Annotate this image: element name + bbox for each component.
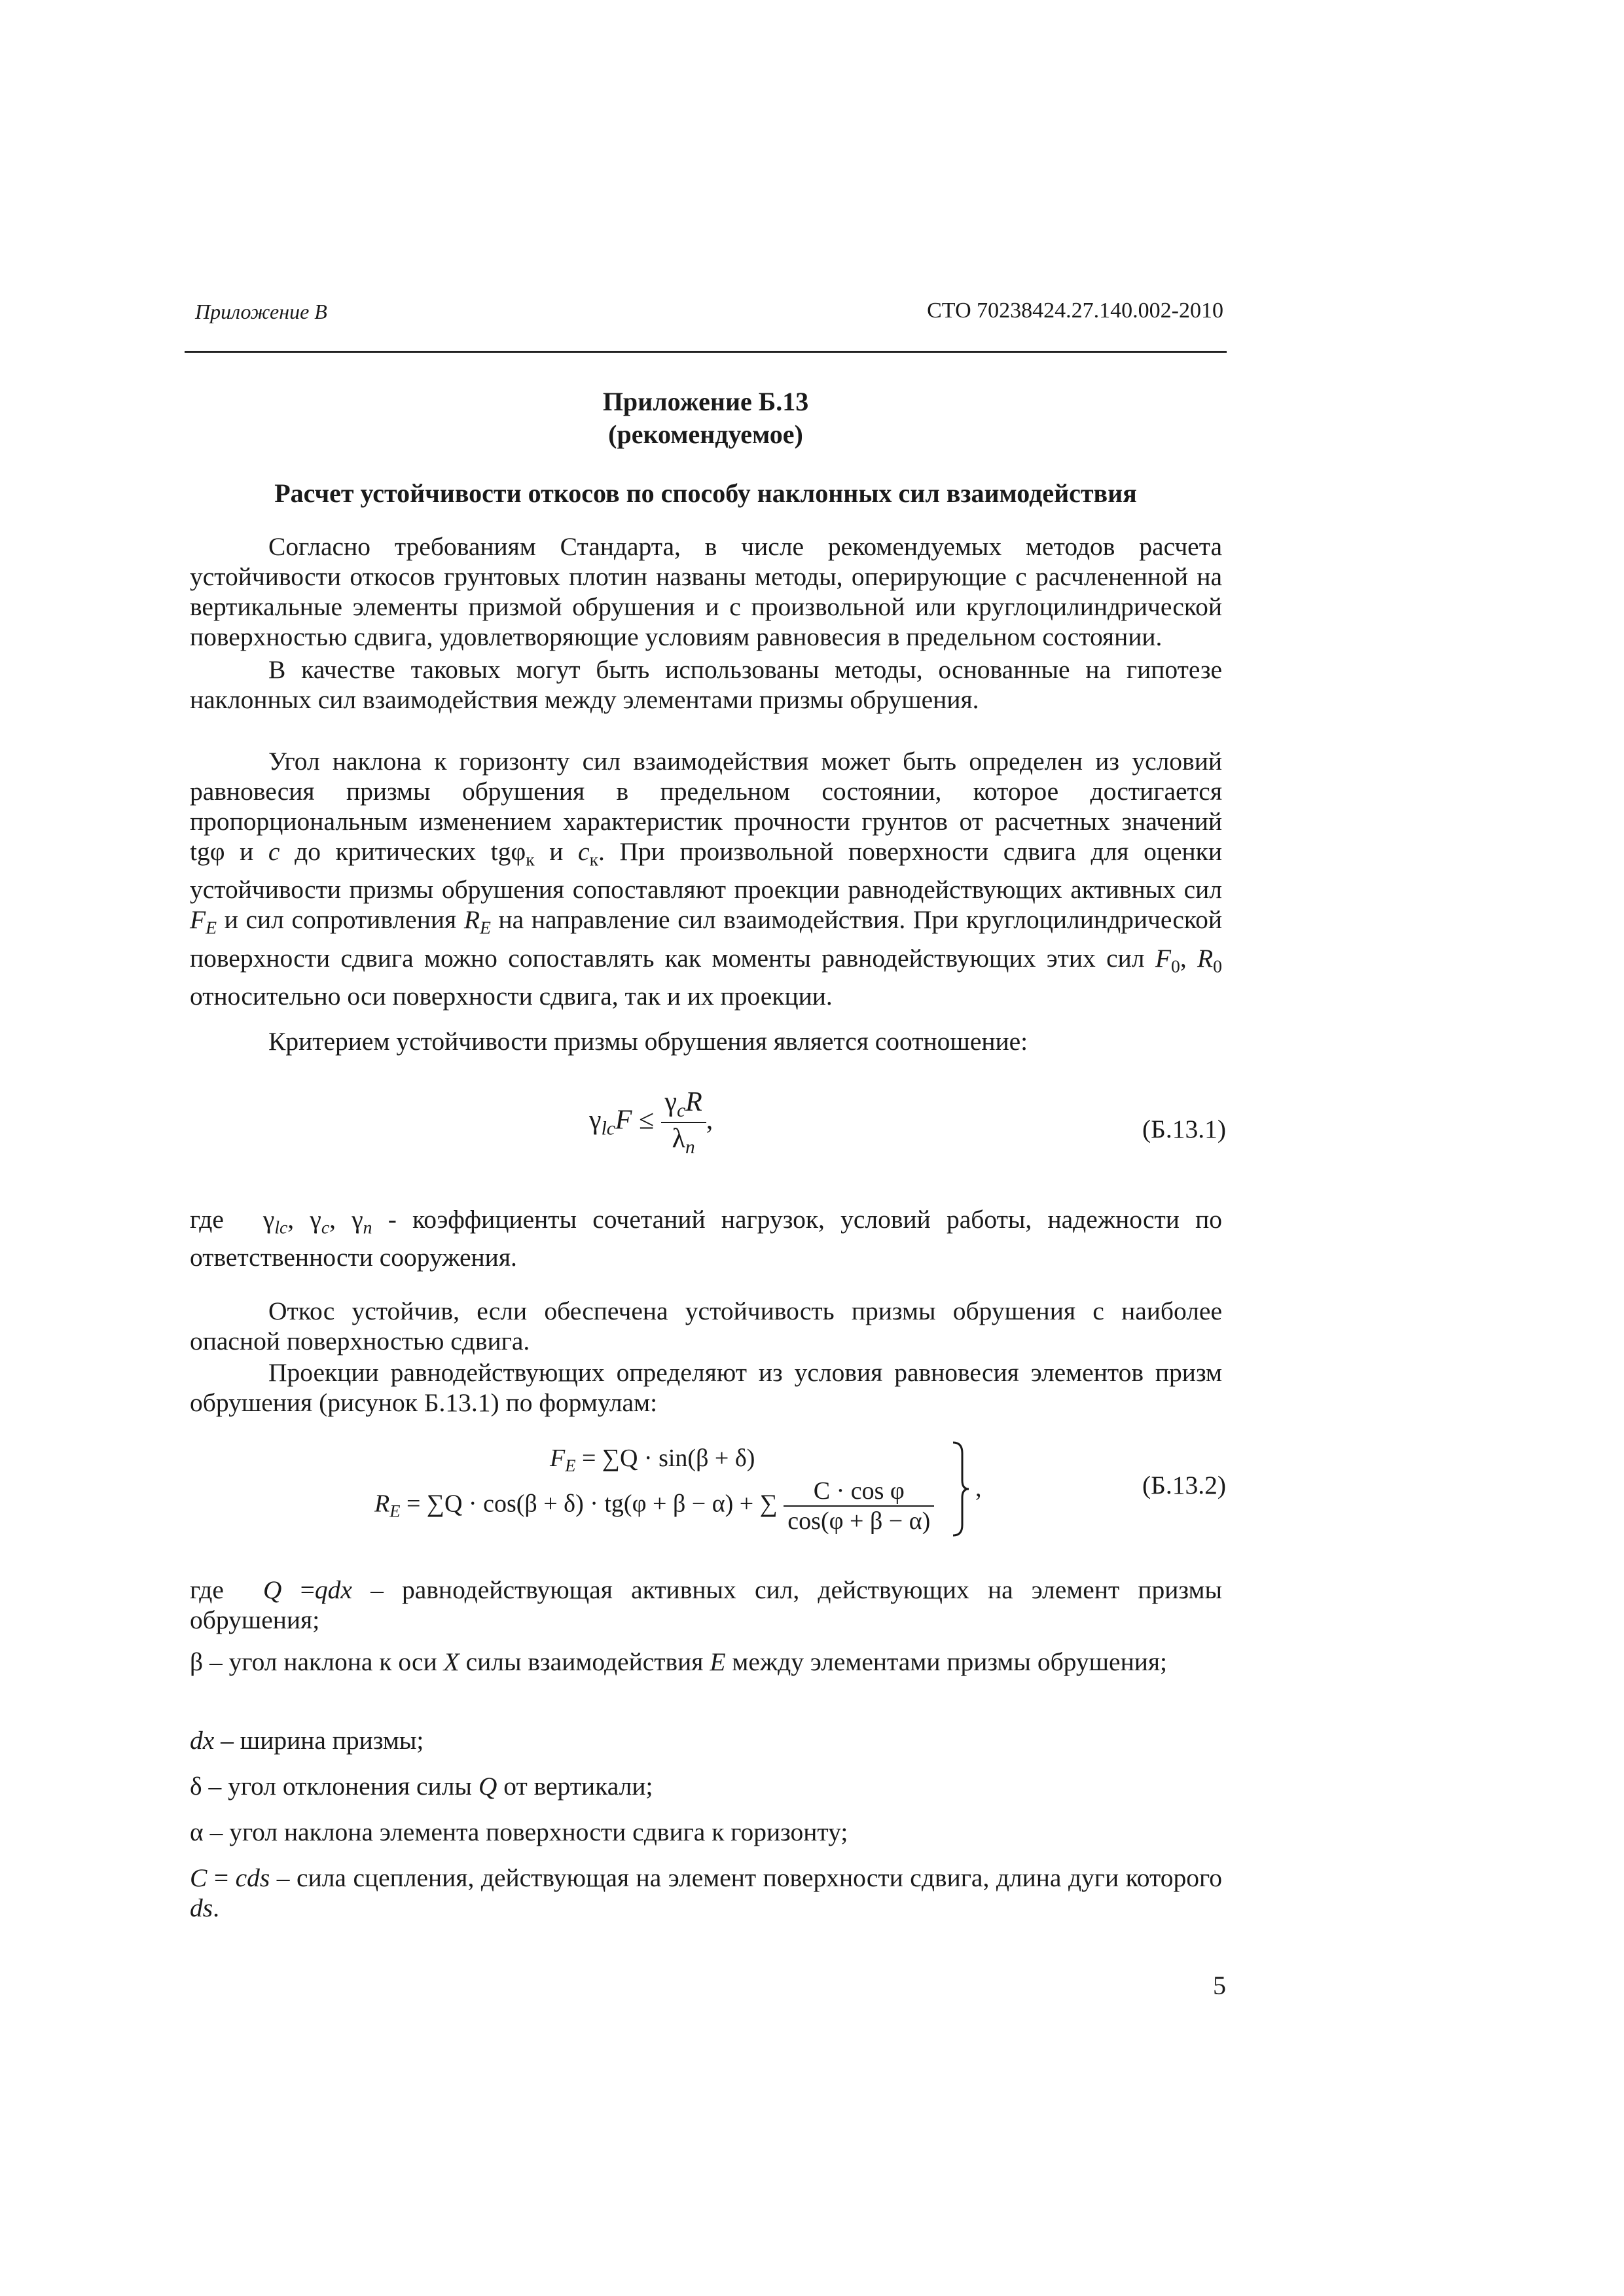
- header-standard-number: СТО 70238424.27.140.002-2010: [927, 298, 1223, 323]
- equation-tail: ,: [975, 1475, 982, 1502]
- equation-b13-2-line1: $F_E = \sum Q \cdot \sin(\beta + \delta)$: [550, 1444, 755, 1475]
- equation-b13-1: $\gamma_{lc}F$ ≤ $\frac{\gamma_cR}{\lambda_n}$ ,: [589, 1087, 713, 1158]
- definition-beta: β – угол наклона к оси X силы взаимодействия E между элементами призмы обрушения;: [190, 1647, 1168, 1676]
- equation-number-1: (Б.13.1): [1142, 1115, 1226, 1143]
- paragraph-5: Откос устойчив, если обеспечена устойчивость призмы обрушения с наиболее опасной поверхностью сдвига.: [190, 1297, 1222, 1355]
- appendix-title: Приложение Б.13: [602, 387, 809, 416]
- paragraph-2: В качестве таковых могут быть использованы методы, основанные на гипотезе наклонных сил взаимодействия между элементами призмы обрушения.: [190, 655, 1222, 714]
- fraction: $\frac{\text{C · cos φ}}{\cos(\varphi + \beta - \alpha)}$: [784, 1477, 934, 1535]
- page-number: 5: [1213, 1971, 1226, 2000]
- definition-dx: dx – ширина призмы;: [190, 1726, 424, 1755]
- paragraph-6: Проекции равнодействующих определяют из условия равновесия элементов призм обрушения (рисунок Б.13.1) по формулам:: [190, 1358, 1222, 1417]
- right-brace: [950, 1440, 970, 1538]
- definition-delta: δ – угол отклонения силы Q от вертикали;: [190, 1772, 653, 1801]
- where-block-1: где $\gamma_{lc}$, $\gamma_c$, $\gamma_n$ - коэффициенты сочетаний нагрузок, условий работы, надежности по ответственности сооружения.: [190, 1205, 1222, 1272]
- section-heading: Расчет устойчивости откосов по способу наклонных сил взаимодействия: [274, 478, 1137, 508]
- appendix-status: (рекомендуемое): [608, 420, 803, 449]
- paragraph-4: Критерием устойчивости призмы обрушения является соотношение:: [268, 1027, 1028, 1056]
- where-block-2: где Q =qdx – равнодействующая активных сил, действующих на элемент призмы обрушения;: [190, 1575, 1222, 1634]
- fraction: $\frac{\gamma_cR}{\lambda_n}$: [661, 1086, 706, 1158]
- header-rule: [185, 351, 1227, 353]
- paragraph-3: Угол наклона к горизонту сил взаимодействия может быть определен из условий равновесия призмы обрушения в предельном состоянии, которое достигается пропорциональным изменением характеристик прочности грунтов от расчетных значений tgφ и c до критических tgφ$_к$ и $c_к$. При произвольной поверхности сдвига для оценки устойчивости призмы обрушения сопоставляют проекции равнодействующих активных сил $F_E$ и сил сопротивления $R_E$ на направление сил взаимодействия. При круглоцилиндрической поверхности сдвига можно сопоставлять как моменты равнодействующих этих сил $F_0$, $R_0$ относительно оси поверхности сдвига, так и их проекции.: [190, 747, 1223, 1011]
- equation-number-2: (Б.13.2): [1142, 1471, 1226, 1499]
- definition-cohesion: C = cds – сила сцепления, действующая на элемент поверхности сдвига, длина дуги которого ds.: [190, 1863, 1222, 1922]
- equation-b13-2-line2: $R_E = \sum Q \cdot \cos(\beta + \delta) \cdot tg(\varphi + \beta - \alpha)$ + ∑ $\frac{\text{C · cos φ}}{\cos(\varphi + \beta - \alpha)}$: [374, 1477, 934, 1535]
- definition-alpha: α – угол наклона элемента поверхности сдвига к горизонту;: [190, 1818, 848, 1846]
- header-appendix: Приложение В: [195, 300, 327, 323]
- paragraph-1: Согласно требованиям Стандарта, в числе рекомендуемых методов расчета устойчивости откосов грунтовых плотин названы методы, оперирующие с расчлененной на вертикальные элементы призмой обрушения и с произвольной или круглоцилиндрической поверхностью сдвига, удовлетворяющие условиям равновесия в предельном состоянии.: [190, 532, 1222, 651]
